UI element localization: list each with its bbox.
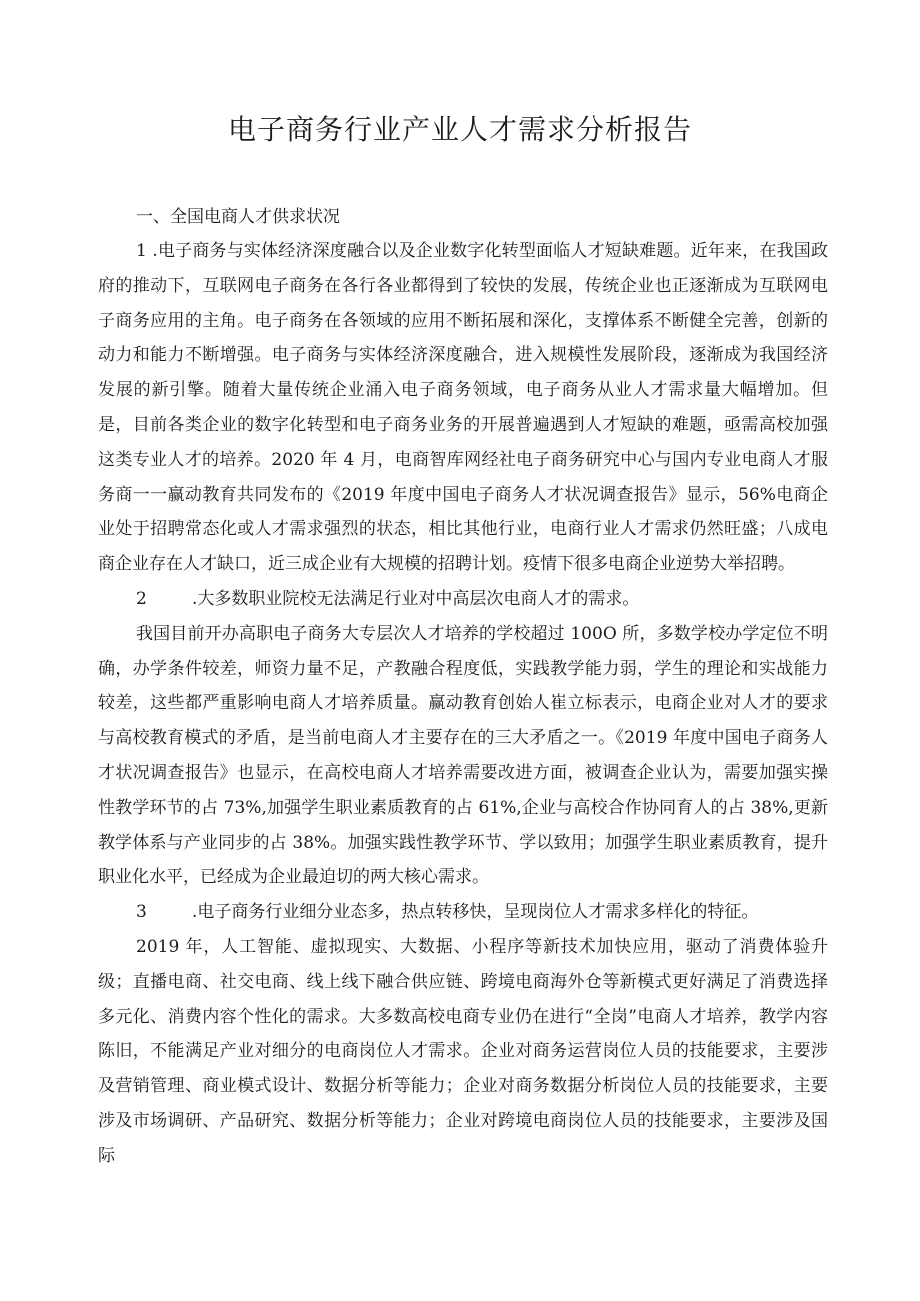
item-text-3: .电子商务行业细分业态多，热点转移快，呈现岗位人才需求多样化的特征。: [192, 902, 759, 923]
item-number-3: 3: [136, 902, 147, 923]
item-heading-2: [98, 582, 828, 617]
item-text-2: .大多数职业院校无法满足行业对中高层次电商人才的需求。: [192, 588, 640, 609]
paragraph-3: 2019 年，人工智能、虚拟现实、大数据、小程序等新技术加快应用，驱动了消费体验升级；直播电商、社交电商、线上线下融合供应链、跨境电商海外仓等新模式更好满足了消费选择多元化、消费内容个性化的需求。大多数高校电商专业仍在进行“全岗”电商人才培养，教学内容陈旧，不能满足产业对细分的电商岗位人才需求。企业对商务运营岗位人员的技能要求，主要涉及营销管理、商业模式设计、数据分析等能力；企业对商务数据分析岗位人员的技能要求，主要涉及市场调研、产品研究、数据分析等能力；企业对跨境电商岗位人员的技能要求，主要涉及国际: [98, 936, 828, 1166]
paragraph-1: 1 .电子商务与实体经济深度融合以及企业数字化转型面临人才短缺难题。近年来，在我国政府的推动下，互联网电子商务在各行各业都得到了较快的发展，传统企业也正逐渐成为互联网电子商务应用的主角。电子商务在各领域的应用不断拓展和深化，支撑体系不断健全完善，创新的动力和能力不断增强。电子商务与实体经济深度融合，进入规模性发展阶段，逐渐成为我国经济发展的新引擎。随着大量传统企业涌入电子商务领域，电子商务从业人才需求量大幅增加。但是，目前各类企业的数字化转型和电子商务业务的开展普遍遇到人才短缺的难题，亟需高校加强这类专业人才的培养。2020 年 4 月，电商智库网经社电子商务研究中心与国内专业电商人才服务商一一赢动教育共同发布的《2019 年度中国电子商务人才状况调查报告》显示，56%电商企业处于招聘常态化或人才需求强烈的状态，相比其他行业，电商行业人才需求仍然旺盛；八成电商企业存在人才缺口，近三成企业有大规模的招聘计划。疫情下很多电商企业逆势大举招聘。: [98, 241, 828, 575]
item-number-2: 2: [136, 588, 147, 609]
document-title: 电子商务行业产业人才需求分析报告: [227, 113, 692, 146]
section-heading-1: 一、全国电商人才供求状况: [136, 207, 340, 227]
paragraph-2: 我国目前开办高职电子商务大专层次人才培养的学校超过 100O 所，多数学校办学定位不明确，办学条件较差，师资力量不足，产教融合程度低，实践教学能力弱，学生的理论和实战能力较差，这些都严重影响电商人才培养质量。赢动教育创始人崔立标表示，电商企业对人才的要求与高校教育模式的矛盾，是当前电商人才主要存在的三大矛盾之一。《2019 年度中国电子商务人才状况调查报告》也显示，在高校电商人才培养需要改进方面，被调查企业认为，需要加强实操性教学环节的占 73%,加强学生职业素质教育的占 61%,企业与高校合作协同育人的占 38%,更新教学体系与产业同步的占 38%。加强实践性教学环节、学以致用；加强学生职业素质教育，提升职业化水平，已经成为企业最迫切的两大核心需求。: [98, 623, 828, 888]
document-body: [98, 200, 828, 1174]
item-heading-3: [98, 895, 828, 930]
